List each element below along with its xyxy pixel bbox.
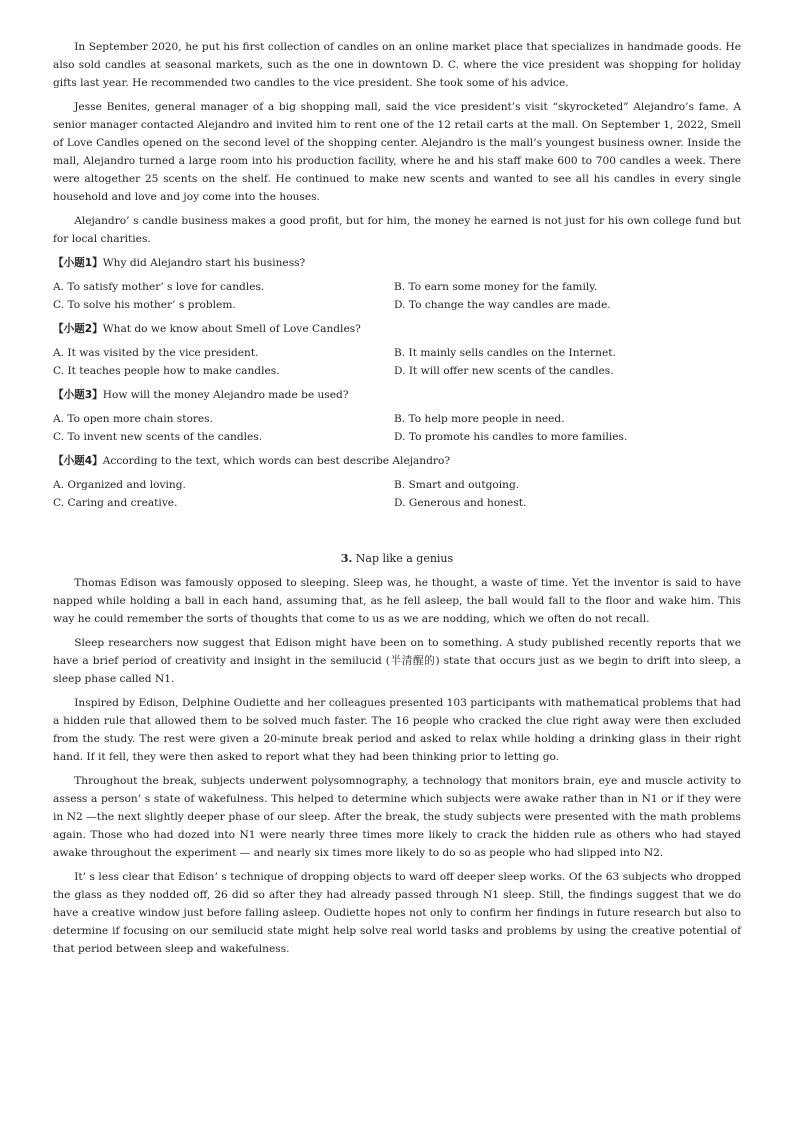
question-2-options	[53, 344, 741, 380]
option-a: A. To open more chain stores.	[53, 413, 213, 425]
section-number: 3.	[340, 552, 353, 565]
section-3-paragraph-1: Thomas Edison was famously opposed to sleeping. Sleep was, he thought, a waste of time. Yet the inventor is said to have napped while holding a ball in each hand, assuming that, as he fell asleep, the ball would fall to the floor and wake him. This way he could remember the sorts of thoughts that come to us as we are nodding, which we often do not recall.	[53, 577, 741, 625]
section-title-text: Nap like a genius	[355, 552, 454, 565]
option-d: D. To change the way candles are made.	[394, 299, 611, 311]
question-3	[53, 386, 741, 404]
question-text: What do we know about Smell of Love Candles?	[102, 323, 361, 335]
option-b: B. To help more people in need.	[394, 413, 565, 425]
passage-paragraph-3: Alejandro’ s candle business makes a good profit, but for him, the money he earned is not just for his own college fund but for local charities.	[53, 215, 741, 245]
section-3-paragraph-4: Throughout the break, subjects underwent polysomnography, a technology that monitors brain, eye and muscle activity to assess a person’ s state of wakefulness. This helped to determine which subjects were awake rather than in N1 or if they were in N2 —the next slightly deeper phase of our sleep. After the break, the study subjects were presented with the math problems again. Those who had dozed into N1 were nearly three times more likely to crack the hidden rule as others who had stayed awake throughout the experiment — and nearly six times more likely to do so as people who had slipped into N2.	[53, 775, 741, 859]
option-b: B. It mainly sells candles on the Internet.	[394, 347, 616, 359]
section-3-paragraph-3: Inspired by Edison, Delphine Oudiette and her colleagues presented 103 participants with mathematical problems that had a hidden rule that allowed them to be solved much faster. The 16 people who cracked the clue right away were then excluded from the study. The rest were given a 20-minute break period and asked to relax while holding a drinking glass in their right hand. If it fell, they were then asked to report what they had been thinking prior to letting go.	[53, 697, 741, 763]
question-tag: 【小题3】	[53, 389, 103, 401]
document-page	[53, 38, 741, 958]
question-4-options	[53, 476, 741, 512]
question-text: Why did Alejandro start his business?	[102, 257, 306, 269]
option-c: C. To invent new scents of the candles.	[53, 431, 263, 443]
question-tag: 【小题4】	[53, 455, 103, 467]
question-1-options	[53, 278, 741, 314]
option-c: C. Caring and creative.	[53, 497, 178, 509]
option-b: B. Smart and outgoing.	[394, 479, 520, 491]
section-3-paragraph-2: Sleep researchers now suggest that Edison might have been on to something. A study published recently reports that we have a brief period of creativity and insight in the semilucid (半清醒的) state that occurs just as we begin to drift into sleep, a sleep phase called N1.	[53, 637, 741, 685]
option-a: A. Organized and loving.	[53, 479, 186, 491]
passage-paragraph-2: Jesse Benites, general manager of a big shopping mall, said the vice president’s visit “skyrocketed” Alejandro’s fame. A senior manager contacted Alejandro and invited him to rent one of the 12 retail carts at the mall. On September 1, 2022, Smell of Love Candles opened on the second level of the shopping center. Alejandro is the mall’s youngest business owner. Inside the mall, Alejandro turned a large room into his production facility, where he and his staff make 600 to 700 candles a week. There were altogether 25 scents on the shelf. He continued to make new scents and wanted to see all his candles in every single household and love and joy come into the houses.	[53, 101, 741, 203]
option-d: D. It will offer new scents of the candles.	[394, 365, 614, 377]
section-3-paragraph-5: It’ s less clear that Edison’ s technique of dropping objects to ward off deeper sleep works. Of the 63 subjects who dropped the glass as they nodded off, 26 did so after they had already passed through N1 sleep. Still, the findings suggest that we do have a creative window just before falling asleep. Oudiette hopes not only to confirm her findings in future research but also to determine if focusing on our semilucid state might help solve real world tasks and problems by using the creative potential of that period between sleep and wakefulness.	[53, 871, 741, 955]
question-tag: 【小题1】	[53, 257, 103, 269]
question-2	[53, 320, 741, 338]
question-tag: 【小题2】	[53, 323, 103, 335]
question-1	[53, 254, 741, 272]
section-3-title	[53, 550, 741, 568]
question-4	[53, 452, 741, 470]
option-a: A. It was visited by the vice president.	[53, 347, 259, 359]
passage-paragraph-1: In September 2020, he put his first collection of candles on an online market place that specializes in handmade goods. He also sold candles at seasonal markets, such as the one in downtown D. C. where the vice president was shopping for holiday gifts last year. He recommended two candles to the vice president. She took some of his advice.	[53, 41, 741, 89]
option-d: D. To promote his candles to more families.	[394, 431, 628, 443]
question-3-options	[53, 410, 741, 446]
option-b: B. To earn some money for the family.	[394, 281, 598, 293]
question-text: According to the text, which words can best describe Alejandro?	[102, 455, 451, 467]
option-c: C. It teaches people how to make candles.	[53, 365, 280, 377]
option-c: C. To solve his mother’ s problem.	[53, 299, 236, 311]
option-a: A. To satisfy mother’ s love for candles.	[53, 281, 265, 293]
option-d: D. Generous and honest.	[394, 497, 527, 509]
question-text: How will the money Alejandro made be used?	[102, 389, 349, 401]
